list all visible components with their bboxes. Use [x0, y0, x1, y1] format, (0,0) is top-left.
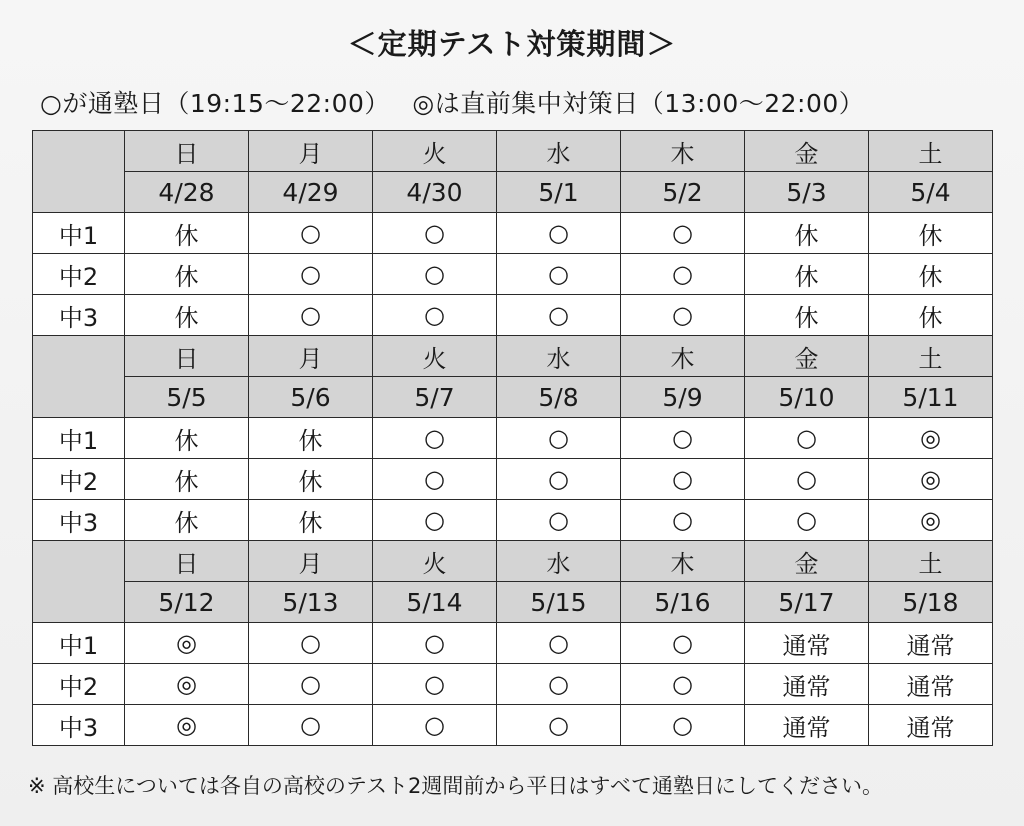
schedule-cell: ○: [373, 459, 497, 500]
schedule-cell: 休: [125, 459, 249, 500]
schedule-cell: ○: [621, 705, 745, 746]
weekday-cell: 金: [745, 541, 869, 582]
schedule-cell: ○: [621, 213, 745, 254]
date-cell: 5/13: [249, 582, 373, 623]
schedule-cell: ○: [497, 705, 621, 746]
date-cell: 5/9: [621, 377, 745, 418]
schedule-cell: ○: [249, 664, 373, 705]
schedule-cell: ○: [497, 623, 621, 664]
schedule-cell: ○: [621, 500, 745, 541]
schedule-cell: ○: [497, 254, 621, 295]
schedule-cell: ○: [249, 254, 373, 295]
date-cell: 5/15: [497, 582, 621, 623]
schedule-cell: ○: [621, 295, 745, 336]
schedule-cell: ○: [373, 500, 497, 541]
schedule-cell: ◎: [869, 459, 993, 500]
grade-label: 中3: [33, 705, 125, 746]
weekday-cell: 火: [373, 541, 497, 582]
schedule-cell: ○: [249, 705, 373, 746]
grade-row: [33, 295, 993, 336]
schedule-cell: 休: [125, 213, 249, 254]
date-cell: 5/1: [497, 172, 621, 213]
schedule-cell: ○: [745, 500, 869, 541]
schedule-cell: ○: [497, 664, 621, 705]
schedule-cell: 休: [249, 459, 373, 500]
date-cell: 5/7: [373, 377, 497, 418]
weekday-cell: 木: [621, 541, 745, 582]
schedule-cell: 通常: [745, 664, 869, 705]
grade-row: [33, 254, 993, 295]
date-cell: 5/8: [497, 377, 621, 418]
weekday-cell: 火: [373, 131, 497, 172]
schedule-cell: ○: [249, 295, 373, 336]
schedule-cell: 休: [745, 254, 869, 295]
grade-label: 中3: [33, 295, 125, 336]
grade-row: [33, 705, 993, 746]
grade-label: 中2: [33, 459, 125, 500]
weekday-cell: 金: [745, 336, 869, 377]
schedule-cell: ○: [745, 418, 869, 459]
weekday-cell: 土: [869, 541, 993, 582]
date-cell: 5/17: [745, 582, 869, 623]
page-title: ＜定期テスト対策期間＞: [347, 27, 677, 61]
weekday-cell: 火: [373, 336, 497, 377]
weekday-cell: 月: [249, 131, 373, 172]
weekday-cell: 月: [249, 541, 373, 582]
date-header-row: [33, 377, 993, 418]
weekday-cell: 木: [621, 336, 745, 377]
schedule-cell: 休: [869, 254, 993, 295]
date-cell: 5/2: [621, 172, 745, 213]
grade-label: 中2: [33, 664, 125, 705]
schedule-cell: ○: [373, 213, 497, 254]
date-cell: 4/30: [373, 172, 497, 213]
schedule-cell: ○: [497, 295, 621, 336]
weekday-header-row: [33, 131, 993, 172]
date-header-row: [33, 582, 993, 623]
grade-row: [33, 500, 993, 541]
schedule-cell: 休: [745, 213, 869, 254]
schedule-cell: 休: [745, 295, 869, 336]
grade-row: [33, 459, 993, 500]
schedule-cell: 休: [869, 295, 993, 336]
footnote: ※ 高校生については各自の高校のテスト2週間前から平日はすべて通塾日にしてください。: [28, 774, 883, 798]
schedule-cell: ◎: [125, 705, 249, 746]
weekday-cell: 水: [497, 131, 621, 172]
schedule-cell: ◎: [869, 418, 993, 459]
date-cell: 5/6: [249, 377, 373, 418]
grade-label: 中2: [33, 254, 125, 295]
header-corner-cell: [33, 541, 125, 623]
weekday-cell: 水: [497, 336, 621, 377]
weekday-header-row: [33, 541, 993, 582]
date-cell: 5/12: [125, 582, 249, 623]
grade-row: [33, 213, 993, 254]
weekday-cell: 日: [125, 131, 249, 172]
schedule-cell: ○: [621, 254, 745, 295]
grade-row: [33, 623, 993, 664]
schedule-cell: 通常: [745, 623, 869, 664]
schedule-cell: ◎: [125, 664, 249, 705]
date-cell: 5/14: [373, 582, 497, 623]
grade-row: [33, 664, 993, 705]
date-cell: 5/16: [621, 582, 745, 623]
schedule-cell: ○: [621, 459, 745, 500]
schedule-cell: ◎: [125, 623, 249, 664]
weekday-cell: 金: [745, 131, 869, 172]
grade-row: [33, 418, 993, 459]
schedule-cell: 通常: [869, 664, 993, 705]
schedule-cell: ○: [745, 459, 869, 500]
schedule-cell: 休: [869, 213, 993, 254]
schedule-cell: 休: [125, 500, 249, 541]
schedule-cell: 通常: [869, 705, 993, 746]
schedule-cell: ○: [621, 664, 745, 705]
date-cell: 4/29: [249, 172, 373, 213]
schedule-cell: ○: [373, 295, 497, 336]
schedule-cell: ○: [497, 213, 621, 254]
date-header-row: [33, 172, 993, 213]
date-cell: 5/4: [869, 172, 993, 213]
grade-label: 中1: [33, 418, 125, 459]
schedule-cell: ○: [373, 705, 497, 746]
schedule-cell: 休: [249, 418, 373, 459]
schedule-cell: ○: [373, 418, 497, 459]
grade-label: 中1: [33, 623, 125, 664]
schedule-cell: ○: [621, 418, 745, 459]
weekday-cell: 土: [869, 131, 993, 172]
schedule-cell: 休: [125, 254, 249, 295]
legend-regular-days: ○が通塾日（19:15〜22:00）: [40, 89, 390, 118]
schedule-cell: ○: [497, 500, 621, 541]
weekday-cell: 月: [249, 336, 373, 377]
schedule-cell: ○: [373, 254, 497, 295]
weekday-header-row: [33, 336, 993, 377]
schedule-cell: ○: [373, 664, 497, 705]
header-corner-cell: [33, 131, 125, 213]
schedule-cell: ○: [249, 623, 373, 664]
schedule-cell: ○: [621, 623, 745, 664]
schedule-cell: ○: [373, 623, 497, 664]
schedule-cell: 通常: [869, 623, 993, 664]
schedule-cell: 休: [249, 500, 373, 541]
weekday-cell: 日: [125, 336, 249, 377]
legend: [40, 84, 878, 120]
schedule-cell: ○: [249, 213, 373, 254]
weekday-cell: 土: [869, 336, 993, 377]
grade-label: 中1: [33, 213, 125, 254]
weekday-cell: 木: [621, 131, 745, 172]
grade-label: 中3: [33, 500, 125, 541]
schedule-cell: 休: [125, 418, 249, 459]
schedule-cell: ○: [497, 459, 621, 500]
schedule-cell: 通常: [745, 705, 869, 746]
schedule-cell: ○: [497, 418, 621, 459]
schedule-table: [32, 130, 993, 746]
schedule-cell: ◎: [869, 500, 993, 541]
weekday-cell: 水: [497, 541, 621, 582]
date-cell: 5/3: [745, 172, 869, 213]
date-cell: 5/5: [125, 377, 249, 418]
weekday-cell: 日: [125, 541, 249, 582]
date-cell: 5/18: [869, 582, 993, 623]
header-corner-cell: [33, 336, 125, 418]
legend-intensive-days: ◎は直前集中対策日（13:00〜22:00）: [412, 89, 865, 118]
date-cell: 5/11: [869, 377, 993, 418]
schedule-cell: 休: [125, 295, 249, 336]
date-cell: 4/28: [125, 172, 249, 213]
date-cell: 5/10: [745, 377, 869, 418]
